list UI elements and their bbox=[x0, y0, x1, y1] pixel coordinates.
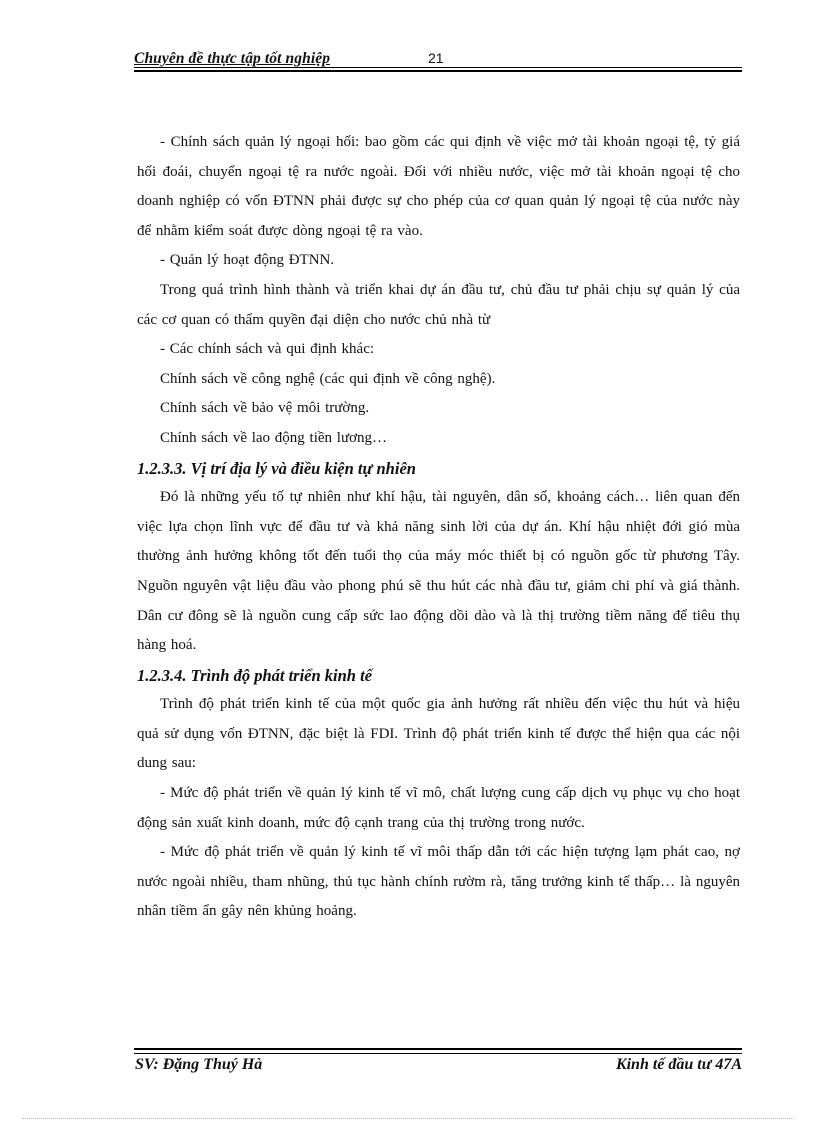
paragraph-project-process: Trong quá trình hình thành và triển khai dự án đầu tư, chủ đầu tư phải chịu sự quản lý của các cơ quan có thẩm quyền đại diện cho nước chủ nhà từ bbox=[137, 281, 740, 328]
paragraph-foreign-exchange: - Chính sách quản lý ngoại hối: bao gồm các qui định về việc mở tài khoản ngoại tệ, tỷ giá hối đoái, chuyển ngoại tệ ra nước ngoài. Đối với nhiều nước, việc mở tài khoản ngoại tệ cho doanh nghiệp có vốn ĐTNN phải được sự cho phép của cơ quan quản lý ngoại tệ của nước này để nhằm kiểm soát được dòng ngoại tệ ra vào. bbox=[137, 134, 740, 239]
paragraph-fdi-management: - Quản lý hoạt động ĐTNN. bbox=[160, 252, 335, 269]
paragraph-low-management: - Mức độ phát triển về quản lý kinh tế vĩ môi thấp dẫn tới các hiện tượng lạm phát cao, nợ nước ngoài nhiều, tham nhũng, thủ tục hành chính rườm rà, tăng trưởng kinh tế thấp… là nguyên nhân tiềm ẩn gây nên khủng hoảng. bbox=[137, 844, 740, 920]
footer-rule-thick bbox=[134, 1048, 742, 1050]
header-title: Chuyên đề thực tập tốt nghiệp bbox=[134, 50, 331, 67]
paragraph-other-policies: - Các chính sách và qui định khác: bbox=[160, 341, 375, 358]
paragraph-labor-policy: Chính sách về lao động tiền lương… bbox=[160, 429, 388, 446]
header-rule bbox=[134, 67, 742, 68]
paragraph-natural-factors: Đó là những yếu tố tự nhiên như khí hậu, tài nguyên, dân số, khoảng cách… liên quan đến việc lựa chọn lĩnh vực để đầu tư và khả năng sinh lời của dự án. Khí hậu nhiệt đới gió mùa thường ảnh hưởng không tốt đến tuổi thọ của máy móc thiết bị có nguồn gốc từ phương Tây. Nguồn nguyên vật liệu đầu vào phong phú sẽ thu hút các nhà đầu tư, giảm chi phí và giá thành. Dân cư đông sẽ là nguồn cung cấp sức lao động dồi dào và là thị trường tiềm năng để tiêu thụ hàng hoá. bbox=[137, 489, 740, 654]
page-number: 21 bbox=[428, 50, 444, 66]
paragraph-technology-policy: Chính sách về công nghệ (các qui định về công nghệ). bbox=[160, 370, 496, 387]
paragraph-environment-policy: Chính sách về bảo vệ môi trường. bbox=[160, 400, 370, 417]
page-header bbox=[134, 46, 742, 72]
paragraph-macro-management: - Mức độ phát triển về quản lý kinh tế vĩ mô, chất lượng cung cấp dịch vụ phục vụ cho hoạt động sản xuất kinh doanh, mức độ cạnh trang của thị trường trong nước. bbox=[137, 785, 740, 831]
footer-rule bbox=[134, 1053, 742, 1054]
footer-author: SV: Đặng Thuý Hà bbox=[135, 1056, 263, 1073]
section-heading-geography: 1.2.3.3. Vị trí địa lý và điều kiện tự nhiên bbox=[137, 458, 416, 478]
paragraph-economic-level: Trình độ phát triển kinh tế của một quốc gia ảnh hưởng rất nhiều đến việc thu hút và hiệu quả sử dụng vốn ĐTNN, đặc biệt là FDI. Trình độ phát triển kinh tế được thể hiện qua các nội dung sau: bbox=[137, 696, 740, 772]
header-rule-thick bbox=[134, 70, 742, 72]
footer-class: Kinh tế đầu tư 47A bbox=[615, 1056, 742, 1073]
page-footer bbox=[134, 1046, 742, 1080]
page-body bbox=[137, 128, 740, 927]
page-edge-divider bbox=[22, 1118, 794, 1119]
section-heading-economic-development: 1.2.3.4. Trình độ phát triển kinh tế bbox=[137, 665, 373, 685]
